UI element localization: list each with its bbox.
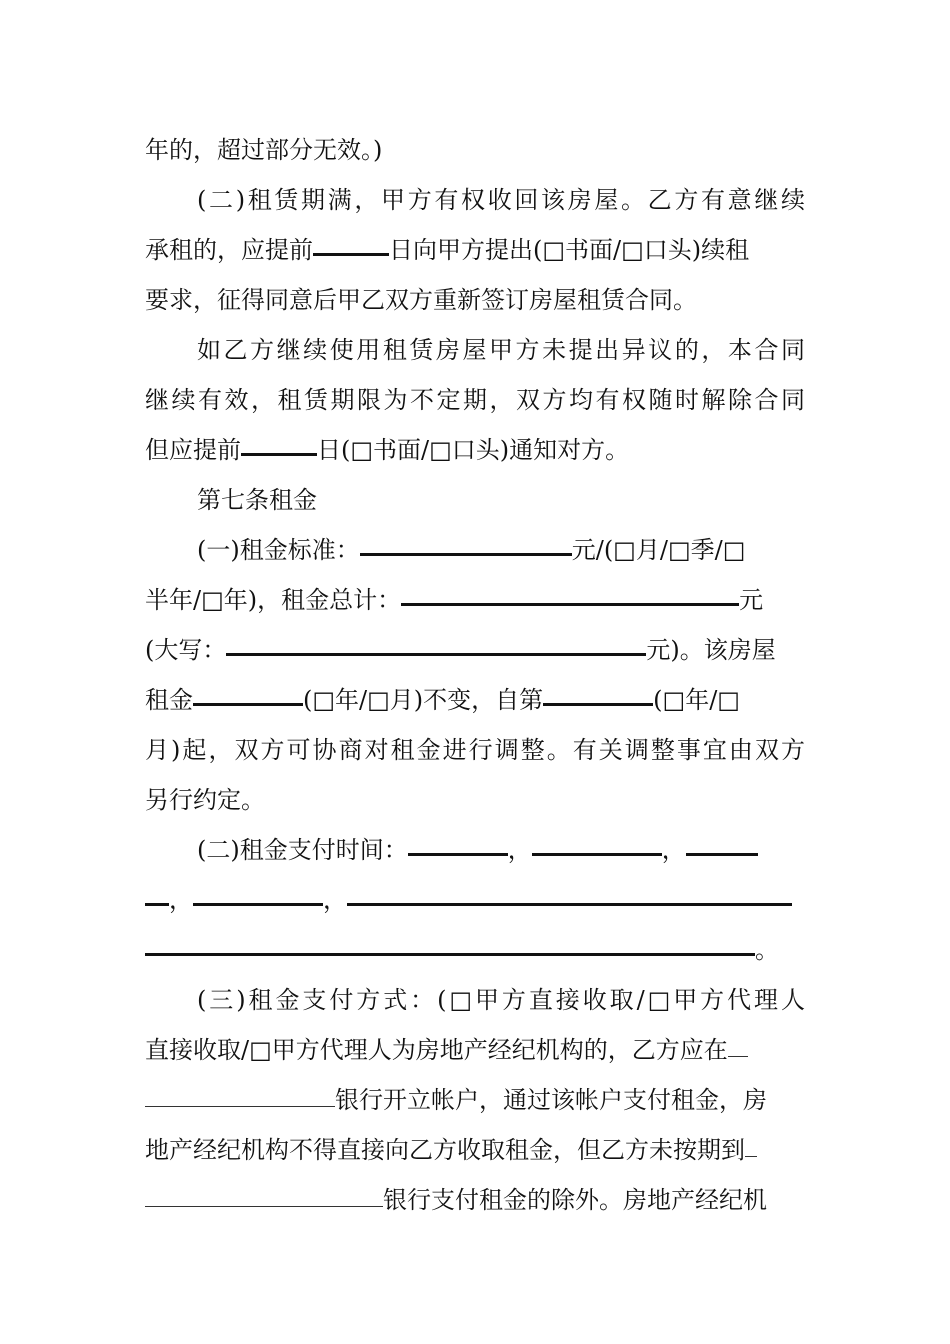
text-line xyxy=(197,975,805,1025)
text-line xyxy=(145,375,805,425)
line-text: 地产经纪机构不得直接向乙方收取租金，但乙方未按期到 xyxy=(145,1136,745,1164)
text-line xyxy=(145,425,805,475)
line-text: 另行约定。 xyxy=(145,786,265,814)
text-line xyxy=(197,825,805,875)
fill-blank[interactable] xyxy=(532,853,662,856)
period: 。 xyxy=(755,936,779,964)
line-text: 日(□书面/□口头)通知对方。 xyxy=(317,436,630,464)
fill-blank[interactable] xyxy=(313,253,389,256)
text-line xyxy=(197,175,805,225)
fill-blank[interactable] xyxy=(543,703,653,706)
comma: ， xyxy=(323,886,347,914)
line-text: 承租的，应提前 xyxy=(145,236,313,264)
line-text: 月)起，双方可协商对租金进行调整。有关调整事宜由双方 xyxy=(145,736,805,764)
line-text: (大写： xyxy=(145,636,227,664)
fill-blank[interactable] xyxy=(401,603,739,606)
text-line xyxy=(145,275,805,325)
line-text: 半年/□年)，租金总计： xyxy=(145,586,402,614)
text-line xyxy=(197,325,805,375)
fill-blank[interactable] xyxy=(360,553,572,556)
fill-blank[interactable] xyxy=(686,853,758,856)
text-line xyxy=(145,1125,805,1175)
fill-blank[interactable] xyxy=(408,853,508,856)
text-line xyxy=(145,775,805,825)
fill-blank[interactable] xyxy=(145,953,755,956)
fill-blank[interactable] xyxy=(241,453,317,456)
line-text: 租金 xyxy=(145,686,193,714)
comma: ， xyxy=(661,836,686,864)
fill-blank[interactable] xyxy=(145,1206,383,1207)
line-text: 元 xyxy=(739,586,764,614)
line-text: (□年/□ xyxy=(653,686,740,714)
line-text: 但应提前 xyxy=(145,436,241,464)
line-text: (□年/□月)不变，自第 xyxy=(303,686,544,714)
text-line xyxy=(197,525,805,575)
line-text: 继续有效，租赁期限为不定期，双方均有权随时解除合同 xyxy=(145,386,805,414)
heading-text: 第七条租金 xyxy=(197,486,317,514)
text-line xyxy=(145,625,805,675)
text-line xyxy=(145,125,805,175)
line-text: 要求，征得同意后甲乙双方重新签订房屋租赁合同。 xyxy=(145,286,697,314)
text-line xyxy=(145,1175,805,1225)
line-text: 日向甲方提出(□书面/□口头)续租 xyxy=(389,236,750,264)
line-text: 元/(□月/□季/□ xyxy=(571,536,746,564)
line-text: 如乙方继续使用租赁房屋甲方未提出异议的，本合同 xyxy=(197,336,805,364)
line-text: (一)租金标准： xyxy=(197,536,360,564)
text-line xyxy=(145,575,805,625)
fill-blank[interactable] xyxy=(145,1106,335,1107)
fill-blank[interactable] xyxy=(193,703,303,706)
text-line xyxy=(145,1075,805,1125)
comma: ， xyxy=(507,836,532,864)
line-text: 直接收取/□甲方代理人为房地产经纪机构的，乙方应在 xyxy=(145,1036,728,1064)
text-line xyxy=(145,1025,805,1075)
line-text: 年的，超过部分无效。) xyxy=(145,136,383,164)
line-text: (二)租金支付时间： xyxy=(197,836,408,864)
section-heading xyxy=(197,475,805,525)
line-text: 银行支付租金的除外。房地产经纪机 xyxy=(383,1186,767,1214)
line-text: (二)租赁期满，甲方有权收回该房屋。乙方有意继续 xyxy=(197,186,805,214)
fill-blank[interactable] xyxy=(226,653,646,656)
line-text: 元)。该房屋 xyxy=(646,636,776,664)
text-line xyxy=(145,225,805,275)
fill-blank[interactable] xyxy=(145,903,169,906)
fill-blank[interactable] xyxy=(193,903,323,906)
text-line xyxy=(145,725,805,775)
text-line xyxy=(145,925,805,975)
line-text: (三)租金支付方式：(□甲方直接收取/□甲方代理人 xyxy=(197,986,805,1014)
fill-blank[interactable] xyxy=(745,1156,757,1157)
text-line xyxy=(145,875,805,925)
fill-blank[interactable] xyxy=(728,1056,748,1057)
line-text: 银行开立帐户，通过该帐户支付租金，房 xyxy=(335,1086,767,1114)
text-line xyxy=(145,675,805,725)
fill-blank[interactable] xyxy=(347,903,792,906)
comma: ， xyxy=(169,886,193,914)
